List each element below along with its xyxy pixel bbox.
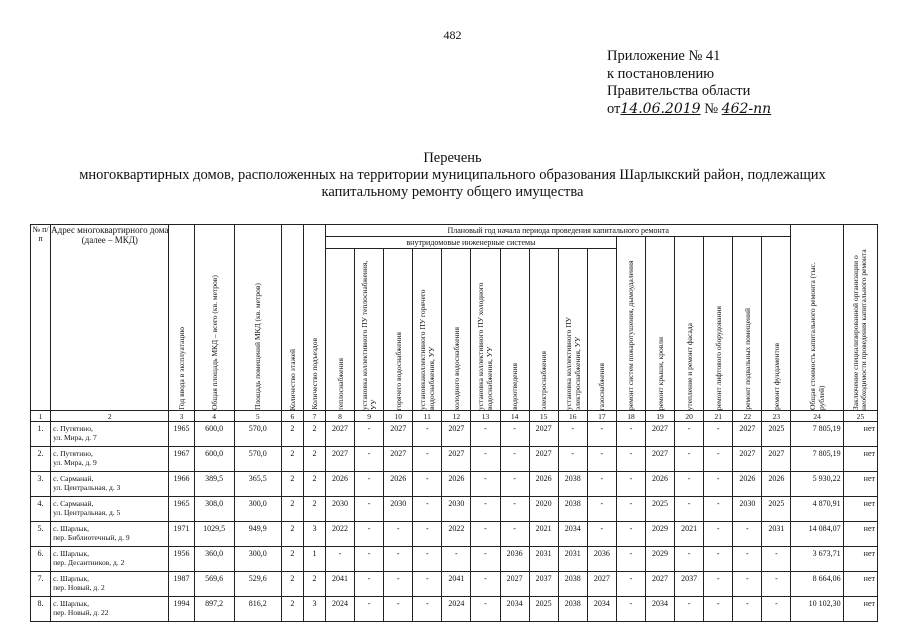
- table-row: [31, 472, 878, 497]
- cell-c15: 2021: [529, 522, 558, 547]
- cell-year: 1965: [169, 422, 194, 447]
- header-fire-systems: ремонт систем пожаротушения, дымоудаления: [616, 237, 645, 411]
- cell-c11: -: [413, 522, 442, 547]
- cell-prem: 529,6: [234, 572, 281, 597]
- header-cold-water: холодного водоснабжения: [442, 249, 471, 411]
- cell-c23: -: [762, 572, 791, 597]
- column-number: 5: [234, 411, 281, 422]
- cell-c20: -: [675, 422, 704, 447]
- column-number: 10: [384, 411, 413, 422]
- column-number: 16: [558, 411, 587, 422]
- cell-c21: -: [704, 547, 733, 572]
- address-line-2: пер. Десантников, д. 2: [53, 558, 125, 567]
- cell-area: 389,5: [194, 472, 234, 497]
- cell-c23: 2026: [762, 472, 791, 497]
- address-line-2: пер. Новый, д. 22: [53, 608, 109, 617]
- cell-c9: -: [355, 422, 384, 447]
- cell-c20: -: [675, 597, 704, 622]
- cell-year: 1994: [169, 597, 194, 622]
- header-total-cost: Общая стоимость капитального ремонта (тыс. рублей): [791, 225, 843, 411]
- title-line-1: Перечень: [423, 150, 482, 166]
- cell-c21: -: [704, 472, 733, 497]
- cell-ent: 2: [303, 497, 325, 522]
- cell-concl: нет: [843, 547, 877, 572]
- cell-c23: 2025: [762, 497, 791, 522]
- cell-n: 3.: [31, 472, 51, 497]
- cell-c15: 2037: [529, 572, 558, 597]
- cell-c22: 2030: [733, 497, 762, 522]
- header-heating: теплоснабжения: [325, 249, 354, 411]
- cell-c21: -: [704, 597, 733, 622]
- cell-c22: -: [733, 597, 762, 622]
- cell-c17: 2036: [587, 547, 616, 572]
- cell-c13: -: [471, 472, 500, 497]
- cell-c16: 2038: [558, 572, 587, 597]
- cell-c8: -: [325, 547, 354, 572]
- cell-floors: 2: [281, 497, 303, 522]
- address-line-2: пер. Библиотечный, д. 9: [53, 533, 130, 542]
- cell-area: 600,0: [194, 447, 234, 472]
- cell-address: [51, 497, 169, 522]
- cell-concl: нет: [843, 447, 877, 472]
- cell-c9: -: [355, 572, 384, 597]
- cell-prem: 570,0: [234, 447, 281, 472]
- cell-n: 4.: [31, 497, 51, 522]
- header-roof: ремонт крыши, кровли: [646, 237, 675, 411]
- column-number: 20: [675, 411, 704, 422]
- cell-year: 1971: [169, 522, 194, 547]
- cell-c15: 2027: [529, 422, 558, 447]
- appendix-date-line: [607, 101, 771, 119]
- column-number: 13: [471, 411, 500, 422]
- column-number: 11: [413, 411, 442, 422]
- cell-c10: -: [384, 547, 413, 572]
- cell-area: 1029,5: [194, 522, 234, 547]
- header-gas: газоснабжения: [587, 249, 616, 411]
- cell-cost: 5 930,22: [791, 472, 843, 497]
- header-address: Адрес многоквартирного дома (далее – МКД): [51, 225, 169, 411]
- cell-concl: нет: [843, 522, 877, 547]
- title-line-2: многоквартирных домов, расположенных на территории муниципального образования Шарлыкский район, подлежащих: [79, 167, 826, 183]
- cell-c11: -: [413, 597, 442, 622]
- column-number: 22: [733, 411, 762, 422]
- header-premises-area: Площадь помещений МКД (кв. метров): [234, 225, 281, 411]
- table-row: [31, 547, 878, 572]
- cell-c23: 2025: [762, 422, 791, 447]
- cell-c12: 2024: [442, 597, 471, 622]
- address-line-2: ул. Мира, д. 7: [53, 433, 97, 442]
- cell-c23: -: [762, 597, 791, 622]
- cell-concl: нет: [843, 422, 877, 447]
- cell-c11: -: [413, 422, 442, 447]
- cell-area: 600,0: [194, 422, 234, 447]
- column-number: 24: [791, 411, 843, 422]
- cell-ent: 3: [303, 597, 325, 622]
- cell-c23: 2031: [762, 522, 791, 547]
- cell-address: [51, 522, 169, 547]
- cell-c12: 2027: [442, 447, 471, 472]
- address-line-1: с. Сарманай,: [53, 474, 94, 483]
- cell-prem: 570,0: [234, 422, 281, 447]
- cell-c12: -: [442, 547, 471, 572]
- cell-ent: 2: [303, 447, 325, 472]
- cell-floors: 2: [281, 522, 303, 547]
- cell-c22: 2027: [733, 447, 762, 472]
- cell-ent: 3: [303, 522, 325, 547]
- cell-c12: 2022: [442, 522, 471, 547]
- cell-c15: 2025: [529, 597, 558, 622]
- cell-c18: -: [616, 422, 645, 447]
- header-foundation: ремонт фундаментов: [762, 237, 791, 411]
- cell-c21: -: [704, 447, 733, 472]
- column-number: 14: [500, 411, 529, 422]
- cell-floors: 2: [281, 422, 303, 447]
- cell-c18: -: [616, 547, 645, 572]
- table-row: [31, 572, 878, 597]
- cell-address: [51, 547, 169, 572]
- buildings-table: [30, 224, 878, 622]
- cell-area: 308,0: [194, 497, 234, 522]
- address-line-1: с. Путятино,: [53, 449, 93, 458]
- address-line-2: пер. Новый, д. 2: [53, 583, 105, 592]
- cell-c20: -: [675, 472, 704, 497]
- header-drainage: водоотведения: [500, 249, 529, 411]
- cell-c12: 2041: [442, 572, 471, 597]
- column-number: 19: [646, 411, 675, 422]
- cell-concl: нет: [843, 497, 877, 522]
- address-line-1: с. Шарлык,: [53, 574, 89, 583]
- cell-c16: 2034: [558, 522, 587, 547]
- cell-area: 569,6: [194, 572, 234, 597]
- cell-c13: -: [471, 422, 500, 447]
- cell-c18: -: [616, 522, 645, 547]
- document-title: [30, 150, 875, 201]
- cell-c17: 2027: [587, 572, 616, 597]
- cell-cost: 4 870,91: [791, 497, 843, 522]
- cell-c8: 2022: [325, 522, 354, 547]
- cell-c18: -: [616, 597, 645, 622]
- cell-concl: нет: [843, 597, 877, 622]
- cell-c8: 2027: [325, 447, 354, 472]
- cell-year: 1987: [169, 572, 194, 597]
- cell-c15: 2031: [529, 547, 558, 572]
- cell-c13: -: [471, 447, 500, 472]
- cell-c17: -: [587, 522, 616, 547]
- cell-cost: 7 805,19: [791, 447, 843, 472]
- cell-c19: 2025: [646, 497, 675, 522]
- column-number: 18: [616, 411, 645, 422]
- cell-n: 7.: [31, 572, 51, 597]
- cell-floors: 2: [281, 597, 303, 622]
- cell-c11: -: [413, 472, 442, 497]
- cell-c10: 2027: [384, 447, 413, 472]
- cell-c20: 2037: [675, 572, 704, 597]
- cell-c14: 2027: [500, 572, 529, 597]
- address-line-1: с. Шарлык,: [53, 549, 89, 558]
- cell-prem: 300,0: [234, 497, 281, 522]
- cell-prem: 949,9: [234, 522, 281, 547]
- cell-address: [51, 472, 169, 497]
- cell-c9: -: [355, 547, 384, 572]
- column-number: 1: [31, 411, 51, 422]
- cell-c16: 2038: [558, 597, 587, 622]
- cell-c15: 2026: [529, 472, 558, 497]
- cell-year: 1966: [169, 472, 194, 497]
- header-meter-electricity: установка коллективного ПУ электроснабжения, УУ: [558, 249, 587, 411]
- cell-c9: -: [355, 497, 384, 522]
- cell-c21: -: [704, 522, 733, 547]
- cell-cost: 8 664,06: [791, 572, 843, 597]
- address-line-1: с. Сарманай,: [53, 499, 94, 508]
- cell-c8: 2024: [325, 597, 354, 622]
- column-number: 25: [843, 411, 877, 422]
- cell-c10: -: [384, 522, 413, 547]
- header-hot-water: горячего водоснабжения: [384, 249, 413, 411]
- header-meter-cold-water: установка коллективного ПУ холодного водоснабжения, УУ: [471, 249, 500, 411]
- cell-c16: 2031: [558, 547, 587, 572]
- cell-c22: -: [733, 547, 762, 572]
- address-line-1: с. Шарлык,: [53, 599, 89, 608]
- cell-c22: -: [733, 572, 762, 597]
- cell-c22: 2027: [733, 422, 762, 447]
- cell-c13: -: [471, 522, 500, 547]
- column-number: 8: [325, 411, 354, 422]
- cell-c9: -: [355, 447, 384, 472]
- cell-n: 1.: [31, 422, 51, 447]
- cell-c10: -: [384, 597, 413, 622]
- cell-c19: 2029: [646, 522, 675, 547]
- cell-c18: -: [616, 447, 645, 472]
- cell-c19: 2027: [646, 422, 675, 447]
- cell-c19: 2027: [646, 572, 675, 597]
- handwritten-number: 462-пп: [721, 100, 772, 117]
- column-number: 15: [529, 411, 558, 422]
- appendix-line-3: Правительства области: [607, 83, 751, 99]
- cell-floors: 2: [281, 472, 303, 497]
- cell-c10: 2027: [384, 422, 413, 447]
- cell-c11: -: [413, 547, 442, 572]
- header-entrances: Количество подъездов: [303, 225, 325, 411]
- column-number: 21: [704, 411, 733, 422]
- column-number: 4: [194, 411, 234, 422]
- header-elevator: ремонт лифтового оборудования: [704, 237, 733, 411]
- cell-prem: 816,2: [234, 597, 281, 622]
- header-floors: Количество этажей: [281, 225, 303, 411]
- column-number: 7: [303, 411, 325, 422]
- cell-c14: -: [500, 447, 529, 472]
- header-meter-hot-water: установкаколлективного ПУ горячего водоснабжения, УУ: [413, 249, 442, 411]
- cell-c13: -: [471, 497, 500, 522]
- cell-c10: 2030: [384, 497, 413, 522]
- cell-n: 2.: [31, 447, 51, 472]
- cell-c15: 2020: [529, 497, 558, 522]
- table-row: [31, 522, 878, 547]
- header-num: № п/п: [31, 225, 51, 411]
- header-conclusion: Заключение специализированной организации о необходимости проведения капитального ремонта: [843, 225, 877, 411]
- cell-c9: -: [355, 522, 384, 547]
- cell-c11: -: [413, 447, 442, 472]
- cell-c14: -: [500, 522, 529, 547]
- cell-c20: -: [675, 547, 704, 572]
- header-electricity: электроснабжения: [529, 249, 558, 411]
- handwritten-date: 14.06.2019: [620, 100, 701, 117]
- cell-c13: -: [471, 597, 500, 622]
- cell-year: 1965: [169, 497, 194, 522]
- cell-c16: -: [558, 447, 587, 472]
- cell-c20: 2021: [675, 522, 704, 547]
- cell-year: 1956: [169, 547, 194, 572]
- cell-cost: 14 084,07: [791, 522, 843, 547]
- cell-ent: 2: [303, 472, 325, 497]
- cell-c16: 2038: [558, 472, 587, 497]
- cell-c14: -: [500, 472, 529, 497]
- cell-c14: -: [500, 497, 529, 522]
- cell-ent: 2: [303, 422, 325, 447]
- column-number: 17: [587, 411, 616, 422]
- cell-address: [51, 422, 169, 447]
- column-number: 12: [442, 411, 471, 422]
- column-number: 3: [169, 411, 194, 422]
- address-line-2: ул. Мира, д. 9: [53, 458, 97, 467]
- cell-c19: 2026: [646, 472, 675, 497]
- cell-floors: 2: [281, 547, 303, 572]
- cell-concl: нет: [843, 472, 877, 497]
- cell-cost: 7 805,19: [791, 422, 843, 447]
- cell-c14: 2034: [500, 597, 529, 622]
- cell-c22: 2026: [733, 472, 762, 497]
- appendix-block: [607, 48, 771, 118]
- cell-c21: -: [704, 572, 733, 597]
- cell-c18: -: [616, 472, 645, 497]
- cell-c11: -: [413, 497, 442, 522]
- cell-c12: 2030: [442, 497, 471, 522]
- cell-c17: -: [587, 472, 616, 497]
- header-facade: утепление и ремонт фасада: [675, 237, 704, 411]
- cell-ent: 1: [303, 547, 325, 572]
- cell-c18: -: [616, 497, 645, 522]
- cell-c21: -: [704, 497, 733, 522]
- cell-c16: -: [558, 422, 587, 447]
- header-planned-year-group: Плановый год начала периода проведения капитального ремонта: [325, 225, 791, 237]
- column-number-row: [31, 411, 878, 422]
- table-row: [31, 422, 878, 447]
- header-total-area: Общая площадь МКД – всего (кв. метров): [194, 225, 234, 411]
- cell-c9: -: [355, 597, 384, 622]
- cell-c15: 2027: [529, 447, 558, 472]
- cell-c13: -: [471, 547, 500, 572]
- column-number: 23: [762, 411, 791, 422]
- cell-c19: 2034: [646, 597, 675, 622]
- cell-area: 897,2: [194, 597, 234, 622]
- header-basement: ремонт подвальных помещений: [733, 237, 762, 411]
- address-line-2: ул. Центральная, д. 5: [53, 508, 121, 517]
- cell-c17: 2034: [587, 597, 616, 622]
- cell-c8: 2030: [325, 497, 354, 522]
- table-row: [31, 597, 878, 622]
- page-number: 482: [443, 28, 462, 42]
- cell-floors: 2: [281, 572, 303, 597]
- cell-n: 8.: [31, 597, 51, 622]
- cell-concl: нет: [843, 572, 877, 597]
- cell-c13: -: [471, 572, 500, 597]
- cell-c12: 2026: [442, 472, 471, 497]
- cell-address: [51, 572, 169, 597]
- cell-prem: 365,5: [234, 472, 281, 497]
- appendix-line-1: Приложение № 41: [607, 48, 721, 64]
- table-row: [31, 497, 878, 522]
- column-number: 6: [281, 411, 303, 422]
- cell-c8: 2027: [325, 422, 354, 447]
- cell-cost: 10 102,30: [791, 597, 843, 622]
- number-prefix: №: [704, 100, 719, 117]
- header-year-built: Год ввода в эксплуатацию: [169, 225, 194, 411]
- cell-c23: -: [762, 547, 791, 572]
- cell-n: 5.: [31, 522, 51, 547]
- cell-c17: -: [587, 447, 616, 472]
- cell-c19: 2027: [646, 447, 675, 472]
- cell-c14: 2036: [500, 547, 529, 572]
- cell-address: [51, 447, 169, 472]
- cell-c18: -: [616, 572, 645, 597]
- cell-floors: 2: [281, 447, 303, 472]
- cell-area: 360,0: [194, 547, 234, 572]
- column-number: 9: [355, 411, 384, 422]
- cell-ent: 2: [303, 572, 325, 597]
- cell-c12: 2027: [442, 422, 471, 447]
- cell-address: [51, 597, 169, 622]
- cell-c17: -: [587, 422, 616, 447]
- cell-c16: 2038: [558, 497, 587, 522]
- cell-c19: 2029: [646, 547, 675, 572]
- cell-c10: -: [384, 572, 413, 597]
- header-meter-heating: установка коллективного ПУ теплоснабжения, УУ: [355, 249, 384, 411]
- cell-c8: 2041: [325, 572, 354, 597]
- appendix-line-2: к постановлению: [607, 65, 715, 82]
- address-line-1: с. Путятино,: [53, 424, 93, 433]
- cell-c17: -: [587, 497, 616, 522]
- cell-c22: -: [733, 522, 762, 547]
- table-row: [31, 447, 878, 472]
- cell-c9: -: [355, 472, 384, 497]
- column-number: 2: [51, 411, 169, 422]
- header-engineering-group: внутридомовые инженерные системы: [325, 237, 616, 249]
- cell-cost: 3 673,71: [791, 547, 843, 572]
- title-line-3: капитальному ремонту общего имущества: [321, 184, 584, 200]
- address-line-1: с. Шарлык,: [53, 524, 89, 533]
- cell-c20: -: [675, 497, 704, 522]
- cell-c20: -: [675, 447, 704, 472]
- cell-c23: 2027: [762, 447, 791, 472]
- date-prefix: от: [607, 100, 621, 117]
- cell-year: 1967: [169, 447, 194, 472]
- cell-c21: -: [704, 422, 733, 447]
- cell-n: 6.: [31, 547, 51, 572]
- cell-c8: 2026: [325, 472, 354, 497]
- cell-c11: -: [413, 572, 442, 597]
- cell-c10: 2026: [384, 472, 413, 497]
- cell-prem: 300,0: [234, 547, 281, 572]
- cell-c14: -: [500, 422, 529, 447]
- address-line-2: ул. Центральная, д. 3: [53, 483, 121, 492]
